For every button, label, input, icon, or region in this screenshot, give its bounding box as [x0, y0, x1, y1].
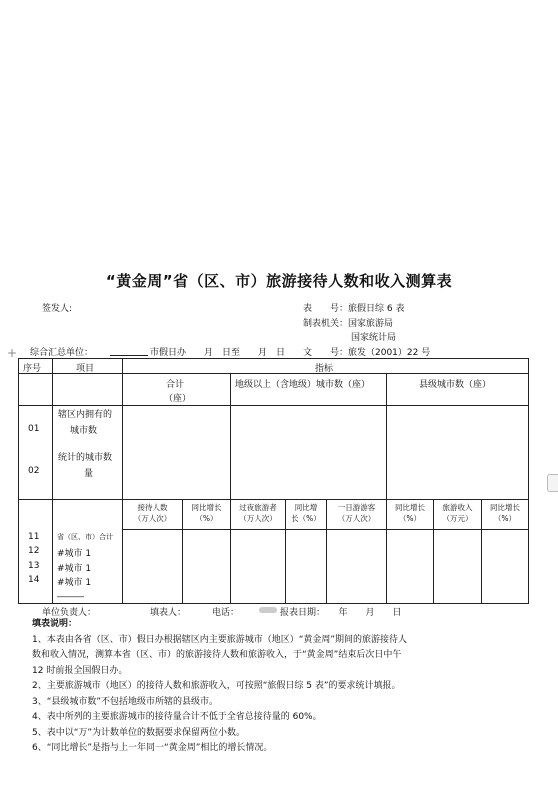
doc-number: 文 号：旅发（2001）22 号: [303, 348, 431, 358]
maker-agency-2: 国家统计局: [351, 333, 397, 343]
note-line: 2、主要旅游城市（地区）的接待人数和旅游收入，可按照“旅假日综 5 表”的要求统计填报。: [32, 681, 401, 691]
col-seq-header: 序号: [23, 364, 42, 374]
col-indicator-header: 指标: [315, 364, 334, 374]
note-line: 6、“同比增长”是指与上一年同一“黄金周”相比的增长情况。: [32, 743, 273, 753]
unit-underline: [110, 355, 148, 356]
lower-item-city-3: #城市 1: [57, 578, 92, 588]
row-01-number: 01: [28, 424, 40, 434]
row-02-label-b: 量: [84, 469, 94, 479]
date-range: 月 日至 月 日: [204, 348, 286, 358]
row-01-label-a: 辖区内拥有的: [58, 410, 113, 420]
footer-date: 报表日期： 年 月 日: [280, 608, 402, 618]
table-move-handle[interactable]: +: [7, 346, 18, 360]
subheader-revenue: 旅游收入 （万元）: [442, 503, 473, 523]
note-line: 3、“县级城市数”不包括地级市所辖的县级市。: [32, 696, 219, 707]
document-title: “黄金周”省（区、市）旅游接待人数和收入测算表: [105, 272, 453, 290]
subheader-visitors: 接待人数 （万人次）: [133, 503, 172, 523]
note-line: 数和收入情况，测算本省（区、市）的旅游接待人数和旅游收入，于“黄金周”结束后次日中午: [32, 650, 402, 660]
footer-phone: 电话：: [212, 608, 240, 618]
note-line: 4、表中所列的主要旅游城市的接待量合计不低于全省总接待量的 60%。: [32, 712, 322, 722]
note-line: 12 时前报全国假日办。: [32, 665, 128, 676]
row-12-number: 12: [28, 546, 40, 556]
note-line: 5、表中以“万”为计数单位的数据要求保留两位小数。: [32, 727, 246, 738]
filling-instructions: [32, 617, 407, 757]
footer-responsible: 单位负责人：: [42, 608, 97, 618]
form-number: 表 号：旅假日综 6 表: [303, 304, 405, 314]
lower-item-blank: ______: [57, 588, 84, 598]
row-11-number: 11: [28, 532, 40, 542]
row-02-label-a: 统计的城市数: [58, 453, 113, 463]
group-city-header: 地级以上（含地级）城市数（座）: [235, 380, 371, 390]
group-total-unit: （座）: [164, 394, 192, 404]
subheader-growth-3: 同比增长 （%）: [395, 503, 425, 523]
footer-filler: 填表人：: [150, 608, 187, 618]
unit-label: 综合汇总单位：: [30, 348, 94, 358]
row-01-label-b: 城市数: [70, 426, 98, 436]
row-02-number: 02: [28, 466, 40, 476]
subheader-overnight: 过夜旅游者 （万人次）: [239, 503, 277, 523]
side-scroll-tab[interactable]: [547, 474, 558, 492]
issuer-label: 签发人:: [42, 304, 73, 314]
group-total-header: 合计: [166, 380, 185, 390]
subheader-growth-2: 同比增 长（%）: [291, 503, 321, 523]
note-line: 1、本表由各省（区、市）假日办根据辖区内主要旅游城市（地区）“黄金周”期间的旅游接待人: [32, 634, 408, 645]
lower-item-city-1: #城市 1: [57, 549, 92, 559]
subheader-day-trippers: 一日游游客 （万人次）: [337, 503, 376, 523]
subheader-growth-1: 同比增长 （%）: [191, 503, 222, 523]
col-item-header: 项目: [76, 364, 95, 374]
subheader-growth-4: 同比增长 （%）: [490, 503, 520, 523]
row-13-number: 13: [28, 561, 40, 571]
lower-item-total: 省（区、市）合计: [57, 533, 113, 541]
notes-title: 填表说明：: [32, 619, 78, 629]
maker-agency: 制表机关：国家旅游局: [303, 319, 394, 329]
lower-item-city-2: #城市 1: [57, 564, 92, 574]
row-14-number: 14: [28, 575, 40, 585]
floating-handle[interactable]: [259, 607, 277, 613]
group-county-header: 县级城市数（座）: [419, 380, 492, 390]
office-label: 市假日办: [150, 348, 187, 358]
